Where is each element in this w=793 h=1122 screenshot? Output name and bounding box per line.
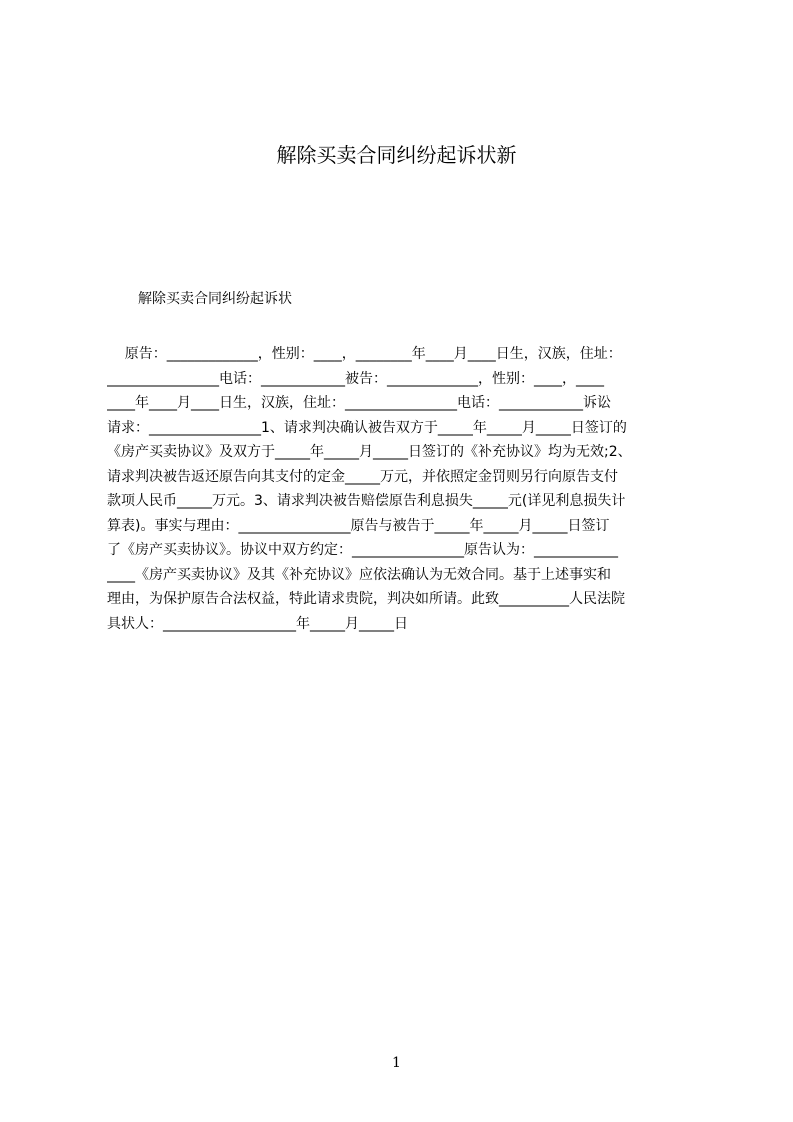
document-body bbox=[107, 342, 697, 636]
body-line: 了《房产买卖协议》。协议中双方约定：________________原告认为：____________ bbox=[107, 542, 618, 558]
body-line: 款项人民币_____万元。3、请求判决被告赔偿原告利息损失_____元(详见利息损失计 bbox=[107, 493, 626, 509]
body-line: 请求判决被告返还原告向其支付的定金_____万元，并依照定金罚则另行向原告支付 bbox=[107, 468, 618, 485]
body-line: 《房产买卖协议》及双方于_____年_____月_____日签订的《补充协议》均为无效;2、 bbox=[107, 444, 632, 460]
body-line: 请求：________________1、请求判决确认被告双方于_____年_____月_____日签订的 bbox=[107, 419, 627, 436]
body-line: 原告：_____________，性别：____，________年____月____日生，汉族，住址： bbox=[107, 346, 622, 362]
body-line: 具状人：___________________年_____月_____日 bbox=[107, 615, 408, 632]
body-line: ____《房产买卖协议》及其《补充协议》应依法确认为无效合同。基于上述事实和 bbox=[107, 566, 611, 583]
body-line: 算表)。事实与理由：________________原告与被告于_____年_____月_____日签订 bbox=[107, 517, 610, 534]
body-line: ________________电话：____________被告：_____________，性别：____，____ bbox=[107, 370, 604, 387]
page-title: 解除买卖合同纠纷起诉状新 bbox=[276, 143, 517, 167]
body-line: 理由，为保护原告合法权益，特此请求贵院，判决如所请。此致__________人民法院 bbox=[107, 591, 625, 607]
document-subtitle: 解除买卖合同纠纷起诉状 bbox=[138, 291, 292, 307]
page-number: 1 bbox=[392, 1055, 401, 1071]
body-line: ____年____月____日生，汉族，住址：________________电话：____________诉讼 bbox=[107, 395, 611, 411]
